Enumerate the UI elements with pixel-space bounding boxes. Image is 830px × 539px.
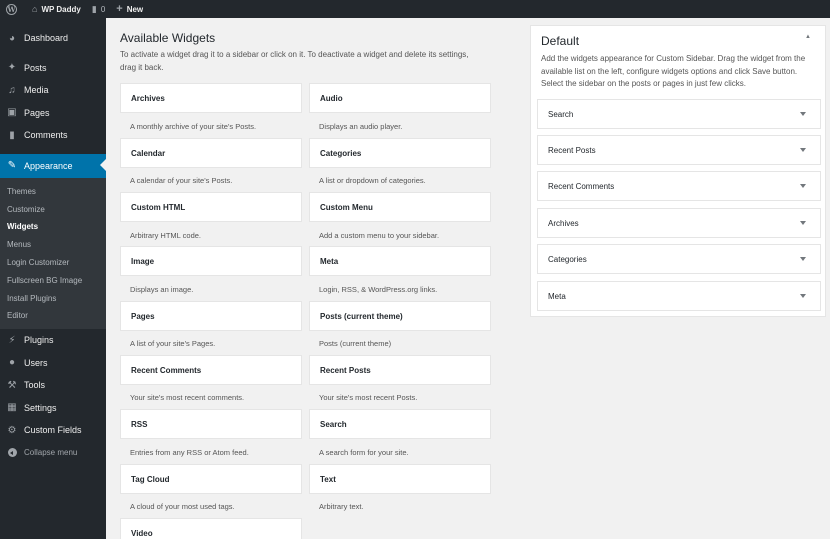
sidebar-widget-label: Meta xyxy=(548,291,566,301)
submenu-item-menus[interactable]: Menus xyxy=(7,240,32,250)
widget-pages[interactable]: Pages xyxy=(120,301,302,331)
dashboard-icon: ◕ xyxy=(8,32,16,44)
sidebar-widget-label: Recent Comments xyxy=(548,181,615,191)
comments-icon: ▮ xyxy=(9,129,15,141)
menu-label: Tools xyxy=(24,380,46,391)
widget-description: Displays an image. xyxy=(130,285,194,294)
menu-item-media[interactable] xyxy=(0,79,106,102)
submenu-item-install-plugins[interactable]: Install Plugins xyxy=(7,293,57,303)
sidebar-widget-meta[interactable] xyxy=(537,281,821,311)
widget-archives[interactable]: Archives xyxy=(120,83,302,113)
menu-item-tools[interactable] xyxy=(0,374,106,397)
menu-item-comments[interactable] xyxy=(0,124,106,147)
widget-description: A calendar of your site's Posts. xyxy=(130,176,233,185)
widget-description: Your site's most recent Posts. xyxy=(319,393,418,402)
sidebar-widget-label: Categories xyxy=(548,254,587,264)
menu-label: Custom Fields xyxy=(24,425,82,436)
chevron-down-icon[interactable] xyxy=(800,148,806,152)
widget-description: Arbitrary HTML code. xyxy=(130,231,201,240)
comment-bubble-icon: ▮ xyxy=(91,3,97,14)
default-sidebar-panel xyxy=(530,25,826,317)
menu-label: Settings xyxy=(24,402,57,413)
menu-item-dashboard[interactable] xyxy=(0,27,106,50)
menu-label: Collapse menu xyxy=(24,448,78,458)
menu-item-settings[interactable] xyxy=(0,396,106,419)
widget-text[interactable]: Text xyxy=(309,464,491,494)
widget-description: A list or dropdown of categories. xyxy=(319,176,426,185)
menu-label: Comments xyxy=(24,130,68,141)
pin-icon: ✦ xyxy=(7,62,17,74)
collapse-up-icon[interactable]: ▲ xyxy=(805,34,811,40)
sidebar-widget-search[interactable] xyxy=(537,99,821,129)
widget-description: Your site's most recent comments. xyxy=(130,393,245,402)
submenu-item-login-customizer[interactable]: Login Customizer xyxy=(7,258,70,268)
chevron-down-icon[interactable] xyxy=(800,221,806,225)
widget-recent-posts[interactable]: Recent Posts xyxy=(309,355,491,385)
comments-count: 0 xyxy=(100,4,106,14)
collapse-arrow-icon xyxy=(6,447,18,459)
new-label: New xyxy=(126,4,144,14)
admin-menu xyxy=(0,18,106,539)
wp-logo-menu[interactable] xyxy=(0,0,22,18)
gear-icon: ⚙ xyxy=(7,424,17,436)
widget-audio[interactable]: Audio xyxy=(309,83,491,113)
settings-icon: ▦ xyxy=(7,402,17,414)
submenu-item-widgets[interactable]: Widgets xyxy=(7,222,39,232)
menu-label: Dashboard xyxy=(24,33,69,44)
sidebar-widget-label: Recent Posts xyxy=(548,145,596,155)
submenu-item-fullscreen-bg-image[interactable]: Fullscreen BG Image xyxy=(7,275,83,285)
chevron-down-icon[interactable] xyxy=(800,112,806,116)
widget-description: A list of your site's Pages. xyxy=(130,339,216,348)
submenu-item-customize[interactable]: Customize xyxy=(7,204,45,214)
sidebar-widget-recent-posts[interactable] xyxy=(537,135,821,165)
site-name-menu[interactable] xyxy=(22,0,86,18)
widgets-main xyxy=(106,18,830,539)
admin-bar xyxy=(0,0,830,18)
menu-label: Appearance xyxy=(24,160,73,171)
widget-search[interactable]: Search xyxy=(309,409,491,439)
plugin-icon: ⚡ xyxy=(8,334,16,346)
chevron-down-icon[interactable] xyxy=(800,257,806,261)
menu-label: Pages xyxy=(24,107,50,118)
appearance-submenu xyxy=(0,178,106,329)
menu-item-plugins[interactable] xyxy=(0,329,106,352)
widget-video[interactable]: Video xyxy=(120,518,302,539)
home-icon: ⌂ xyxy=(32,4,38,14)
widget-description: Entries from any RSS or Atom feed. xyxy=(130,448,249,457)
widget-description: Add a custom menu to your sidebar. xyxy=(319,231,440,240)
pages-icon: ▣ xyxy=(7,107,17,119)
widget-description: Arbitrary text. xyxy=(319,502,364,511)
menu-item-posts[interactable] xyxy=(0,57,106,80)
widget-description: Displays an audio player. xyxy=(319,122,403,131)
widget-custom-html[interactable]: Custom HTML xyxy=(120,192,302,222)
paintbrush-icon: ✎ xyxy=(7,160,17,171)
widget-custom-menu[interactable]: Custom Menu xyxy=(309,192,491,222)
widget-description: A monthly archive of your site's Posts. xyxy=(130,122,257,131)
chevron-down-icon[interactable] xyxy=(800,294,806,298)
widget-description: A search form for your site. xyxy=(319,448,409,457)
menu-label: Posts xyxy=(24,62,47,73)
wordpress-logo-icon: W xyxy=(7,4,16,14)
media-icon: ♫ xyxy=(8,84,16,96)
new-content-menu[interactable] xyxy=(110,0,148,18)
sidebar-panel-title: Default xyxy=(541,34,580,48)
submenu-item-editor[interactable]: Editor xyxy=(7,311,28,321)
menu-item-appearance[interactable] xyxy=(0,154,106,178)
widget-recent-comments[interactable]: Recent Comments xyxy=(120,355,302,385)
submenu-item-themes[interactable]: Themes xyxy=(7,186,36,196)
collapse-menu-button[interactable] xyxy=(0,441,106,464)
menu-item-custom-fields[interactable] xyxy=(0,419,106,442)
widget-description: Posts (current theme) xyxy=(319,339,392,348)
widget-calendar[interactable]: Calendar xyxy=(120,138,302,168)
widget-description: A cloud of your most used tags. xyxy=(130,502,235,511)
sidebar-widget-label: Archives xyxy=(548,218,579,228)
sidebar-widget-label: Search xyxy=(548,109,574,119)
wrench-icon: ⚒ xyxy=(7,379,17,391)
menu-label: Media xyxy=(24,85,49,96)
widget-description: Login, RSS, & WordPress.org links. xyxy=(319,285,438,294)
menu-item-users[interactable] xyxy=(0,351,106,374)
menu-item-pages[interactable] xyxy=(0,102,106,125)
sidebar-widget-recent-comments[interactable] xyxy=(537,171,821,201)
menu-label: Users xyxy=(24,357,48,368)
widget-rss[interactable]: RSS xyxy=(120,409,302,439)
widget-tag-cloud[interactable]: Tag Cloud xyxy=(120,464,302,494)
sidebar-widget-categories[interactable] xyxy=(537,244,821,274)
widget-posts-current-theme[interactable]: Posts (current theme) xyxy=(309,301,491,331)
menu-label: Plugins xyxy=(24,335,54,346)
site-name: WP Daddy xyxy=(41,4,81,14)
user-icon: ● xyxy=(8,357,16,369)
sidebar-widget-archives[interactable] xyxy=(537,208,821,238)
sidebar-panel-description: Add the widgets appearance for Custom Sidebar. Drag the widget from the available list on the left, configure widgets options and click Save button. Select the sidebar on the posts or pages in just few clicks. xyxy=(541,54,806,88)
plus-icon: + xyxy=(116,3,123,15)
widget-categories[interactable]: Categories xyxy=(309,138,491,168)
available-widgets-description: To activate a widget drag it to a sidebar or click on it. To deactivate a widget and delete its settings, drag it back. xyxy=(120,50,469,72)
comments-menu[interactable] xyxy=(86,0,110,18)
chevron-down-icon[interactable] xyxy=(800,184,806,188)
widget-meta[interactable]: Meta xyxy=(309,246,491,276)
widget-image[interactable]: Image xyxy=(120,246,302,276)
available-widgets-title: Available Widgets xyxy=(120,31,216,45)
